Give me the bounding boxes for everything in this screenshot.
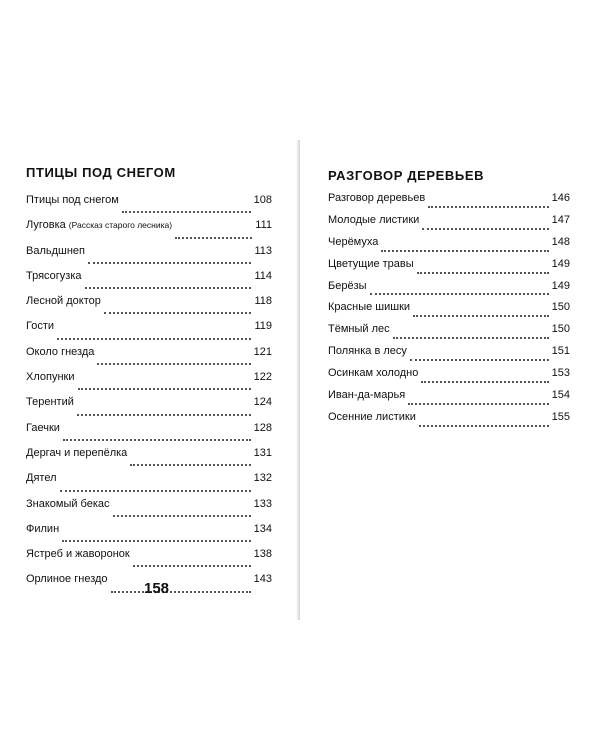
entry-page-number: 121	[253, 345, 272, 358]
toc-entry	[26, 245, 272, 270]
entry-title: Осинкам холодно	[328, 367, 419, 380]
entry-subtitle: (Рассказ старого лесника)	[68, 220, 173, 231]
dot-leader	[421, 380, 548, 383]
section-title: РАЗГОВОР ДЕРЕВЬЕВ	[328, 168, 485, 183]
entry-title: Тёмный лес	[328, 323, 390, 336]
dot-leader	[175, 236, 252, 239]
toc-entry	[26, 219, 272, 244]
entry-page-number: 147	[551, 213, 570, 226]
entry-title: Дятел	[26, 472, 57, 485]
toc-entry	[26, 371, 272, 396]
entry-title: Птицы под снегом	[26, 194, 119, 206]
entry-title: Красные шишки	[328, 301, 411, 314]
dot-leader	[370, 292, 549, 295]
toc-entry	[328, 280, 570, 302]
dot-leader	[85, 286, 252, 289]
entry-title: Терентий	[26, 396, 74, 409]
entry-page-number: 150	[551, 301, 570, 314]
toc-entry	[328, 323, 570, 345]
entry-page-number: 128	[253, 421, 272, 434]
entry-page-number: 149	[551, 279, 570, 292]
dot-leader	[78, 387, 251, 390]
entry-page-number: 134	[253, 522, 272, 535]
toc-entry	[26, 320, 272, 345]
dot-leader	[57, 337, 251, 340]
entry-title: Молодые листики	[328, 213, 420, 226]
toc-entry	[328, 236, 570, 258]
entry-page-number: 155	[551, 410, 570, 423]
entry-title: Иван-да-марья	[328, 389, 406, 402]
dot-leader	[428, 205, 548, 208]
table-of-contents	[328, 192, 570, 433]
dot-leader	[122, 210, 251, 213]
toc-entry	[328, 389, 570, 411]
entry-page-number: 143	[253, 573, 272, 586]
toc-entry	[26, 447, 272, 472]
toc-entry	[328, 345, 570, 367]
dot-leader	[63, 438, 251, 441]
toc-entry	[328, 214, 570, 236]
dot-leader	[111, 590, 251, 593]
toc-entry	[328, 367, 570, 389]
entry-page-number: 113	[254, 244, 272, 257]
entry-page-number: 108	[253, 194, 272, 206]
entry-page-number: 133	[253, 497, 272, 510]
entry-page-number: 149	[551, 257, 570, 270]
section-title: ПТИЦЫ ПОД СНЕГОМ	[26, 165, 176, 180]
entry-title: Черёмуха	[328, 235, 379, 248]
toc-entry	[26, 523, 272, 548]
entry-page-number: 114	[254, 269, 272, 282]
entry-page-number: 150	[551, 323, 570, 336]
toc-entry	[328, 301, 570, 323]
entry-title: Около гнезда	[26, 345, 95, 358]
toc-entry	[328, 192, 570, 214]
entry-title: Трясогузка	[26, 269, 82, 282]
entry-page-number: 132	[253, 472, 272, 485]
toc-entry	[26, 422, 272, 447]
toc-entry	[328, 411, 570, 433]
dot-leader	[77, 413, 251, 416]
dot-leader	[104, 311, 252, 314]
entry-title: Цветущие травы	[328, 257, 414, 270]
dot-leader	[419, 424, 549, 427]
entry-title: Осенние листики	[328, 410, 416, 423]
toc-entry	[26, 295, 272, 320]
toc-entry	[26, 472, 272, 497]
entry-page-number: 153	[551, 367, 570, 380]
dot-leader	[97, 362, 250, 365]
dot-leader	[393, 336, 549, 339]
toc-entry	[26, 270, 272, 295]
dot-leader	[417, 271, 549, 274]
toc-entry	[26, 548, 272, 573]
entry-title: Лесной доктор	[26, 295, 101, 308]
toc-entry	[26, 498, 272, 523]
entry-title: Знакомый бекас	[26, 497, 110, 510]
dot-leader	[60, 489, 251, 492]
page-number: 158	[144, 580, 170, 597]
dot-leader	[130, 463, 250, 466]
entry-page-number: 122	[253, 371, 272, 384]
entry-title: Луговка	[26, 219, 66, 232]
entry-title: Гости	[26, 320, 55, 333]
dot-leader	[133, 564, 251, 567]
dot-leader	[88, 261, 251, 264]
dot-leader	[113, 514, 251, 517]
toc-entry	[26, 346, 272, 371]
entry-page-number: 146	[551, 192, 570, 204]
entry-page-number: 148	[551, 235, 570, 248]
toc-entry	[26, 396, 272, 421]
entry-title: Берёзы	[328, 279, 367, 292]
dot-leader	[410, 358, 549, 361]
dot-leader	[381, 249, 548, 252]
entry-title: Хлопунки	[26, 371, 75, 384]
entry-title: Полянка в лесу	[328, 345, 407, 358]
dot-leader	[413, 314, 549, 317]
entry-page-number: 119	[254, 320, 272, 333]
toc-entry	[328, 258, 570, 280]
entry-page-number: 118	[254, 295, 272, 308]
entry-page-number: 151	[551, 345, 570, 358]
dot-leader	[422, 227, 548, 230]
entry-page-number: 124	[253, 396, 272, 409]
entry-title: Вальдшнеп	[26, 244, 85, 257]
table-of-contents	[26, 194, 272, 599]
entry-title: Дергач и перепёлка	[26, 446, 128, 459]
toc-entry	[26, 194, 272, 219]
entry-title: Разговор деревьев	[328, 192, 426, 204]
entry-title: Ястреб и жаворонок	[26, 548, 130, 561]
entry-title: Гаечки	[26, 421, 60, 434]
dot-leader	[62, 539, 250, 542]
entry-page-number: 154	[551, 389, 570, 402]
dot-leader	[408, 402, 548, 405]
entry-title: Филин	[26, 522, 60, 535]
entry-page-number: 138	[253, 548, 272, 561]
right-page	[300, 0, 600, 750]
entry-title: Орлиное гнездо	[26, 573, 108, 586]
entry-page-number: 111	[255, 219, 272, 232]
entry-page-number: 131	[253, 446, 272, 459]
